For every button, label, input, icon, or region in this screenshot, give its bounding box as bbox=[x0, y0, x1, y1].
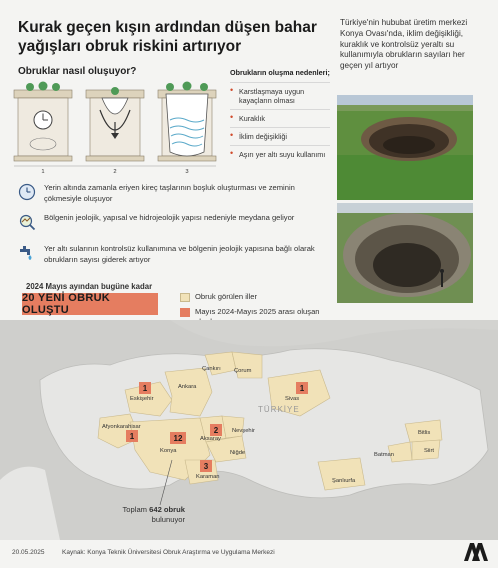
city-label: Siirt bbox=[424, 448, 434, 454]
city-label: Sivas bbox=[285, 396, 300, 402]
how-title: Obruklar nasıl oluşuyor? bbox=[18, 66, 137, 77]
date-label: 20.05.2025 bbox=[12, 549, 45, 556]
fact-text: Bölgenin jeolojik, yapısal ve hidrojeolojik yapısı nedeniyle meydana geliyor bbox=[44, 213, 295, 222]
province-nevsehir bbox=[222, 416, 244, 438]
magnifier-icon bbox=[18, 213, 36, 231]
city-label: Eskişehir bbox=[130, 396, 154, 402]
cause-item: • İklim değişikliği bbox=[230, 127, 330, 145]
fact-item bbox=[18, 213, 318, 231]
fact-text: Yer altı sularının kontrolsüz kullanımına ve bölgenin jeolojik yapısına bağlı olarak obrukların sayısı giderek artıyor bbox=[44, 244, 315, 264]
total-label-post: bulunuyor bbox=[151, 514, 185, 524]
city-label: Ankara bbox=[178, 384, 197, 390]
source-label: Kaynak: Konya Teknik Üniversitesi Obruk Araştırma ve Uygulama Merkezi bbox=[62, 549, 275, 556]
intro-text: Türkiye'nin hububat üretim merkezi Konya Ovası'nda, iklim değişikliği, kuraklık ve kontrolsüz yeraltı su kullanımıyla obrukların sayıları her geçen yıl artıyor bbox=[340, 18, 468, 71]
new-sinkholes-badge: 20 YENİ OBRUK OLUŞTU bbox=[22, 293, 158, 315]
count-value: 12 bbox=[173, 434, 183, 443]
causes-list bbox=[230, 68, 330, 163]
stage-number-3: 3 bbox=[185, 169, 189, 175]
fact-text: Yerin altında zamanla eriyen kireç taşlarının boşluk oluşturması ve zeminin çökmesiyle oluşuyor bbox=[44, 183, 295, 203]
country-label: TÜRKİYE bbox=[258, 405, 300, 414]
province-sanliurfa bbox=[318, 458, 365, 490]
city-label: Çankırı bbox=[202, 366, 221, 372]
city-label: Niğde bbox=[230, 450, 246, 456]
page-title: Kurak geçen kışın ardından düşen bahar yağışları obruk riskini artırıyor bbox=[18, 19, 317, 55]
cause-item: • Aşırı yer altı suyu kullanımı bbox=[230, 145, 330, 163]
tree-icon bbox=[166, 82, 208, 92]
cause-item: • Karstlaşmaya uygun kayaçların olması bbox=[230, 82, 330, 109]
tree-icon bbox=[111, 87, 119, 95]
aa-logo-icon bbox=[462, 539, 488, 563]
since-label: 2024 Mayıs ayından bugüne kadar bbox=[26, 282, 153, 291]
count-value: 3 bbox=[203, 462, 209, 471]
stage-number-2: 2 bbox=[113, 169, 117, 175]
count-value: 1 bbox=[142, 384, 148, 393]
city-label: Karaman bbox=[196, 474, 220, 480]
city-label: Konya bbox=[160, 448, 177, 454]
legend-label: Mayıs 2024-Mayıs 2025 arası oluşan bbox=[195, 307, 320, 316]
legend-item bbox=[180, 292, 257, 302]
city-label: Bitlis bbox=[418, 430, 431, 436]
stage-3-ground bbox=[158, 82, 216, 162]
legend-label: Obruk görülen iller bbox=[195, 292, 258, 301]
count-value: 2 bbox=[213, 426, 219, 435]
stage-2-ground bbox=[86, 87, 144, 161]
fact-item bbox=[18, 244, 318, 265]
city-label: Şanlıurfa bbox=[332, 478, 356, 484]
sinkhole-photo-field bbox=[337, 95, 473, 200]
causes-heading: Obrukların oluşma nedenleri; bbox=[230, 68, 330, 77]
water-tap-icon bbox=[18, 244, 36, 262]
sinkhole-photo-deep bbox=[337, 203, 473, 303]
count-value: 1 bbox=[299, 384, 305, 393]
stage-number-1: 1 bbox=[41, 169, 45, 175]
clock-icon bbox=[18, 183, 36, 201]
turkey-map bbox=[0, 320, 498, 540]
city-label: Çorum bbox=[234, 368, 252, 374]
total-value: 642 obruk bbox=[149, 505, 185, 514]
city-label: Nevşehir bbox=[232, 428, 255, 434]
total-label-pre: Toplam bbox=[122, 505, 147, 514]
legend-swatch bbox=[180, 308, 190, 317]
city-label: Batman bbox=[374, 452, 394, 458]
stage-1-ground bbox=[14, 82, 72, 162]
cause-item: • Kuraklık bbox=[230, 109, 330, 127]
city-label: Afyonkarahisar bbox=[102, 424, 141, 430]
tree-icon bbox=[26, 82, 60, 92]
logo-text: AA bbox=[474, 562, 476, 563]
total-label bbox=[90, 505, 185, 524]
formation-stages-illustration bbox=[10, 80, 220, 175]
clock-icon bbox=[34, 111, 52, 129]
city-label: Aksaray bbox=[200, 436, 221, 442]
fact-item bbox=[18, 183, 318, 204]
count-value: 1 bbox=[129, 432, 135, 441]
legend-swatch bbox=[180, 293, 190, 302]
